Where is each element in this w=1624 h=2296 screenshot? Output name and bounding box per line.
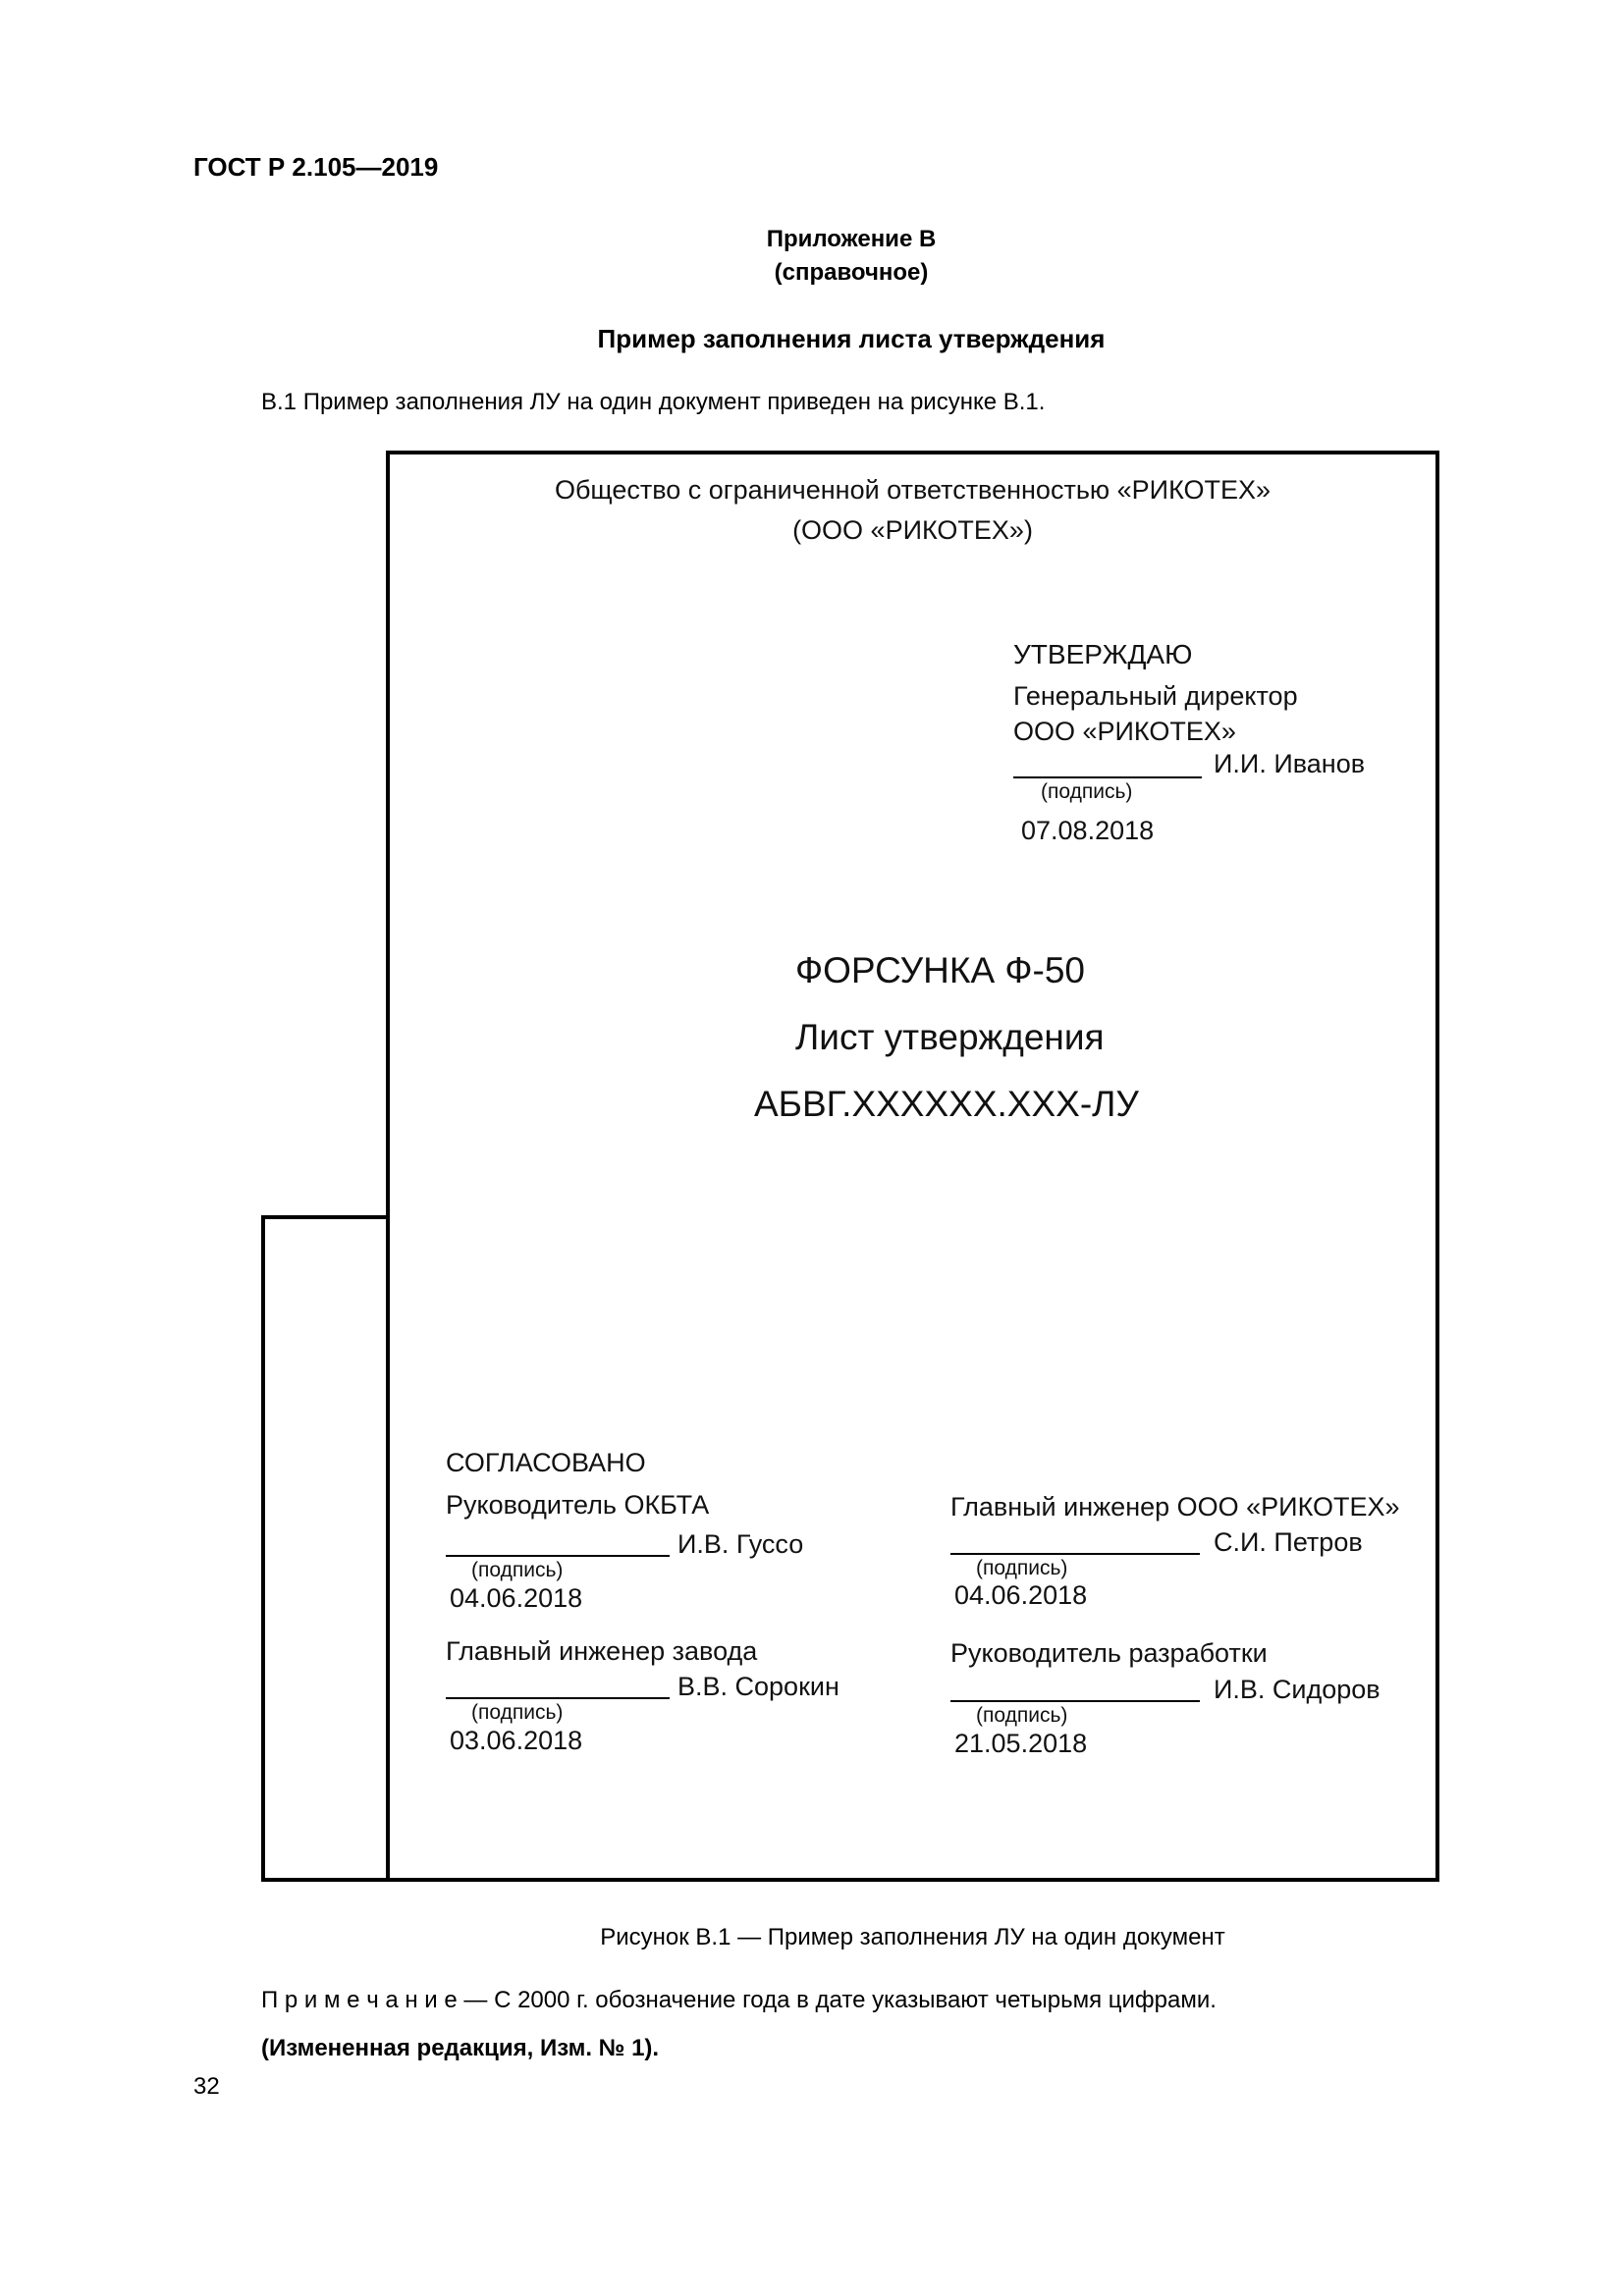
intro-paragraph: В.1 Пример заполнения ЛУ на один документ приведен на рисунке В.1. xyxy=(261,389,1046,415)
signature-caption: (подпись) xyxy=(471,1559,564,1581)
signature-caption: (подпись) xyxy=(1041,780,1133,803)
note-text: — С 2000 г. обозначение года в дате указывают четырьмя цифрами. xyxy=(457,1987,1217,2013)
approve-date: 07.08.2018 xyxy=(1021,816,1155,845)
signer-name: С.И. Петров xyxy=(1214,1527,1363,1557)
approve-label: УТВЕРЖДАЮ xyxy=(1013,639,1193,669)
approve-position: Генеральный директор xyxy=(1013,681,1298,711)
signer-date: 21.05.2018 xyxy=(954,1729,1088,1758)
sheet-frame xyxy=(386,451,1439,1882)
signer-date: 04.06.2018 xyxy=(450,1583,583,1613)
appendix-title: Приложение В xyxy=(766,226,937,252)
signature-line xyxy=(446,1697,670,1699)
signature-caption: (подпись) xyxy=(976,1704,1068,1727)
approve-org: ООО «РИКОТЕХ» xyxy=(1013,717,1236,746)
signer-position: Руководитель ОКБТА xyxy=(446,1490,710,1520)
signature-line xyxy=(950,1700,1200,1702)
note-label: П р и м е ч а н и е xyxy=(261,1987,458,2013)
approve-name: И.И. Иванов xyxy=(1214,749,1366,778)
signer-name: И.В. Сидоров xyxy=(1214,1675,1380,1704)
note xyxy=(261,1987,1217,2014)
signature-line xyxy=(950,1553,1200,1555)
standard-header: ГОСТ Р 2.105—2019 xyxy=(193,152,439,182)
signer-name: В.В. Сорокин xyxy=(677,1672,839,1701)
signer-date: 03.06.2018 xyxy=(450,1726,583,1755)
org-abbr: (ООО «РИКОТЕХ») xyxy=(792,515,1033,545)
agreed-label: СОГЛАСОВАНО xyxy=(446,1448,646,1477)
document-title: Лист утверждения xyxy=(795,1017,1105,1057)
appendix-heading: Пример заполнения листа утверждения xyxy=(597,324,1106,353)
signature-caption: (подпись) xyxy=(976,1557,1068,1579)
product-name: ФОРСУНКА Ф-50 xyxy=(795,950,1086,990)
org-name: Общество с ограниченной ответственностью «РИКОТЕХ» xyxy=(554,475,1272,505)
signature-line xyxy=(1013,776,1202,778)
appendix-status: (справочное) xyxy=(774,259,929,286)
signature-caption: (подпись) xyxy=(471,1701,564,1724)
signature-line xyxy=(446,1555,670,1557)
signer-position: Главный инженер завода xyxy=(446,1636,758,1666)
amendment-note: (Измененная редакция, Изм. № 1). xyxy=(261,2035,660,2061)
figure-caption: Рисунок В.1 — Пример заполнения ЛУ на один документ xyxy=(600,1924,1225,1950)
signer-position: Главный инженер ООО «РИКОТЕХ» xyxy=(950,1492,1400,1522)
page-number: 32 xyxy=(193,2073,220,2100)
signer-position: Руководитель разработки xyxy=(950,1638,1268,1668)
signer-name: И.В. Гуссо xyxy=(677,1529,804,1559)
document-code: АБВГ.XXXXXX.XXX-ЛУ xyxy=(754,1084,1139,1124)
sheet-binding-stub xyxy=(261,1215,390,1882)
signer-date: 04.06.2018 xyxy=(954,1580,1088,1610)
